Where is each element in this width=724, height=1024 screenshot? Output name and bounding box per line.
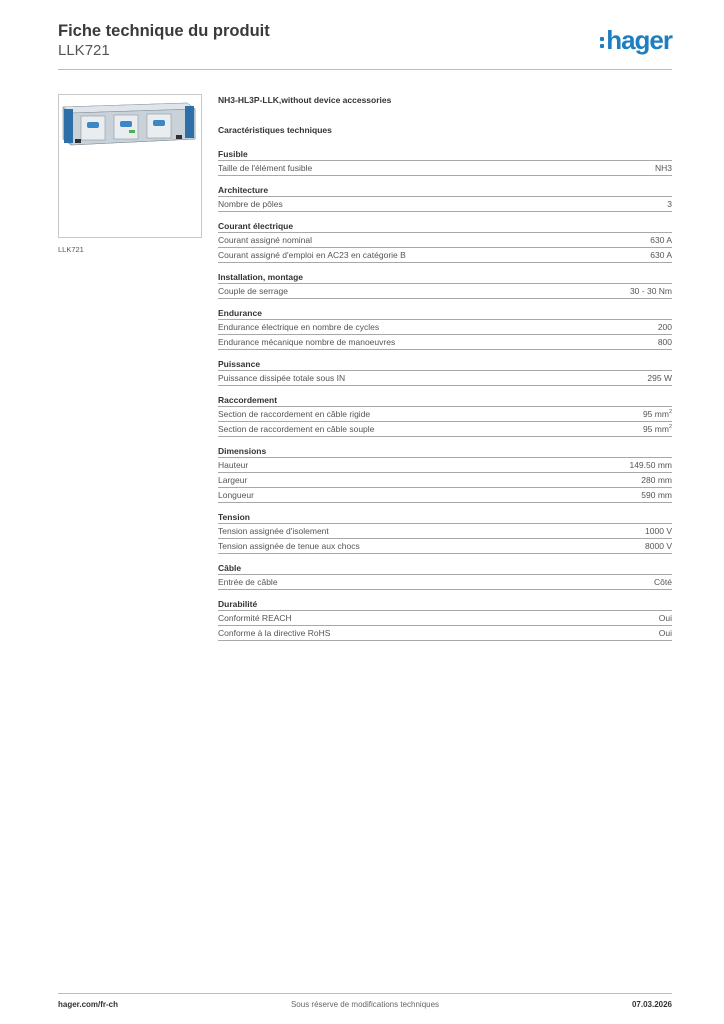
spec-group [218,148,672,176]
spec-value [659,626,672,640]
spec-group-title: Tension [218,511,672,524]
spec-row [218,335,672,350]
logo-dots-icon [600,37,604,48]
spec-value [643,422,672,436]
spec-value-text: 8000 V [645,541,672,551]
spec-row [218,458,672,473]
spec-value-text: 30 - 30 Nm [629,286,672,296]
spec-value-text: 95 mm [642,424,669,434]
spec-row [218,248,672,263]
spec-value-text: 280 mm [641,475,672,485]
spec-group [218,358,672,386]
spec-value-text: 295 W [647,373,672,383]
spec-label: Endurance mécanique nombre de manoeuvres [218,337,396,347]
spec-group-title: Durabilité [218,598,672,611]
spec-groups [218,148,672,641]
spec-value [629,458,672,472]
spec-group [218,598,672,641]
spec-value [643,407,672,421]
spec-row [218,161,672,176]
spec-value [641,473,672,487]
spec-group [218,271,672,299]
spec-value-unit-exponent: 2 [668,424,672,430]
spec-value-text: Oui [658,613,672,623]
logo-text: hager [606,25,672,55]
spec-group [218,220,672,263]
spec-row [218,371,672,386]
spec-label: Tension assignée d'isolement [218,526,329,536]
spec-value-text: 200 [657,322,672,332]
footer-date: 07.03.2026 [631,1000,672,1009]
spec-group-title: Raccordement [218,394,672,407]
spec-group [218,307,672,350]
spec-value [647,371,672,385]
spec-label: Couple de serrage [218,286,288,296]
spec-label: Conformité REACH [218,613,292,623]
footer-website: hager.com/fr-ch [58,1000,119,1009]
spec-row [218,422,672,437]
spec-row [218,197,672,212]
spec-value [645,524,672,538]
product-image [58,94,202,238]
section-title: Caractéristiques techniques [218,125,332,135]
spec-label: Section de raccordement en câble rigide [218,409,371,419]
product-reference: LLK721 [58,42,110,59]
spec-label: Taille de l'élément fusible [218,163,313,173]
spec-value [650,233,672,247]
spec-group-title: Câble [218,562,672,575]
footer-disclaimer: Sous réserve de modifications techniques [290,1000,440,1009]
spec-row [218,407,672,422]
spec-label: Entrée de câble [218,577,278,587]
spec-value-text: 590 mm [641,490,672,500]
spec-group-title: Fusible [218,148,672,161]
spec-value-text: NH3 [654,163,672,173]
spec-value [658,320,672,334]
spec-label: Courant assigné nominal [218,235,313,245]
page-header [58,20,672,70]
spec-value-text: 800 [657,337,672,347]
spec-label: Section de raccordement en câble souple [218,424,375,434]
spec-row [218,524,672,539]
spec-value-text: 149.50 mm [629,460,672,470]
spec-group [218,184,672,212]
spec-value [630,284,672,298]
spec-value [645,539,672,553]
hager-logo [600,25,672,55]
spec-row [218,626,672,641]
spec-label: Tension assignée de tenue aux chocs [218,541,360,551]
spec-value-text: 3 [667,199,672,209]
spec-group [218,445,672,503]
spec-value [659,611,672,625]
page-title: Fiche technique du produit [58,22,270,40]
spec-value-text: 630 A [650,250,672,260]
page-footer [58,993,672,1013]
spec-value [667,197,672,211]
spec-value [641,488,672,502]
spec-row [218,539,672,554]
spec-value [650,248,672,262]
spec-label: Endurance électrique en nombre de cycles [218,322,380,332]
spec-label: Longueur [218,490,254,500]
spec-label: Puissance dissipée totale sous IN [218,373,346,383]
spec-group [218,511,672,554]
spec-label: Hauteur [218,460,249,470]
spec-row [218,233,672,248]
spec-row [218,488,672,503]
spec-value [658,335,672,349]
spec-group-title: Installation, montage [218,271,672,284]
spec-value-text: 630 A [650,235,672,245]
spec-value-text: 95 mm [642,409,669,419]
spec-label: Courant assigné d'emploi en AC23 en catégorie B [218,250,406,260]
spec-value-text: Oui [658,628,672,638]
spec-row [218,575,672,590]
specs-content [218,93,672,649]
spec-row [218,320,672,335]
product-description: NH3-HL3P-LLK,without device accessories [218,95,392,105]
spec-group [218,394,672,437]
spec-label: Nombre de pôles [218,199,283,209]
spec-value [655,161,672,175]
spec-label: Conforme à la directive RoHS [218,628,331,638]
spec-group-title: Dimensions [218,445,672,458]
spec-value-text: 1000 V [645,526,672,536]
spec-row [218,611,672,626]
spec-value [654,575,672,589]
spec-group-title: Courant électrique [218,220,672,233]
spec-value-text: Côté [654,577,672,587]
spec-value-unit-exponent: 2 [668,409,672,415]
spec-label: Largeur [218,475,248,485]
spec-group-title: Endurance [218,307,672,320]
spec-group-title: Puissance [218,358,672,371]
spec-row [218,473,672,488]
spec-group [218,562,672,590]
spec-row [218,284,672,299]
spec-group-title: Architecture [218,184,672,197]
image-caption: LLK721 [58,245,84,254]
